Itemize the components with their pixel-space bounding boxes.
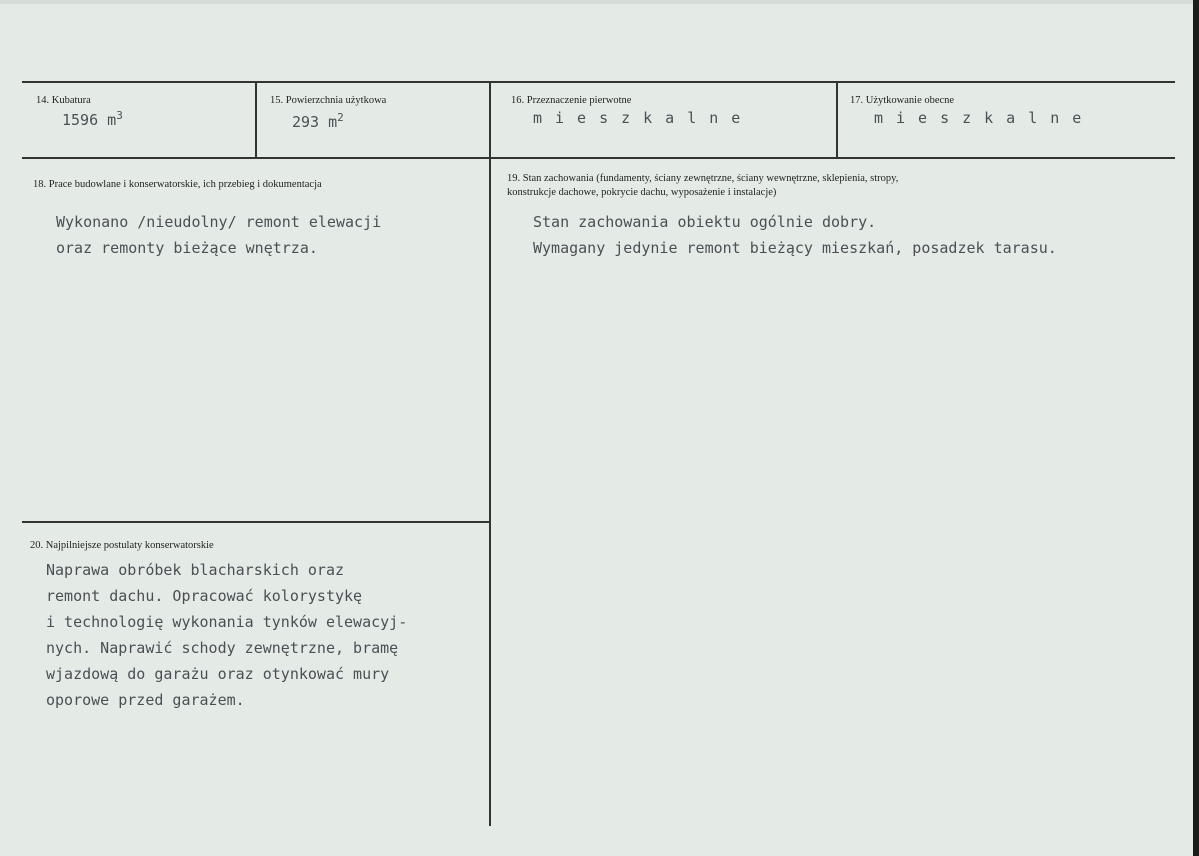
field-15-value: [292, 105, 344, 135]
field-15-label: 15. Powierzchnia użytkowa: [270, 95, 387, 106]
field-14-exponent: 3: [116, 109, 123, 122]
field-17-label: 17. Użytkowanie obecne: [850, 95, 955, 106]
field-16-label: 16. Przeznaczenie pierwotne: [511, 95, 632, 106]
rule-v-15-16: [489, 81, 491, 826]
field-20-line: i technologię wykonania tynków elewacyj-: [46, 613, 408, 631]
field-20-label: 20. Najpilniejsze postulaty konserwatorskie: [30, 540, 214, 551]
field-19-line: Stan zachowania obiektu ogólnie dobry.: [533, 213, 877, 231]
field-20-line: remont dachu. Opracować kolorystykę: [46, 587, 363, 605]
field-20-line: wjazdową do garażu oraz otynkować mury: [46, 665, 390, 683]
top-edge: [0, 0, 1193, 4]
rule-top: [22, 81, 1175, 83]
field-18-label: 18. Prace budowlane i konserwatorskie, ich przebieg i dokumentacja: [33, 179, 322, 190]
field-15-text: 293 m: [292, 113, 338, 131]
field-14-label: 14. Kubatura: [36, 95, 91, 106]
field-19-line: Wymagany jedynie remont bieżący mieszkań, posadzek tarasu.: [533, 239, 1057, 257]
field-20-line: oporowe przed garażem.: [46, 691, 245, 709]
field-18-line: oraz remonty bieżące wnętrza.: [56, 239, 318, 257]
rule-v-16-17: [836, 81, 838, 159]
field-19-label: 19. Stan zachowania (fundamenty, ściany zewnętrzne, ściany wewnętrzne, sklepienia, stropy,: [507, 173, 899, 184]
field-18-line: Wykonano /nieudolny/ remont elewacji: [56, 213, 382, 231]
rule-v-14-15: [255, 81, 257, 159]
field-14-text: 1596 m: [62, 111, 117, 129]
field-14-value: [62, 103, 123, 133]
field-20-line: Naprawa obróbek blacharskich oraz: [46, 561, 345, 579]
card-right-edge: [1193, 0, 1199, 856]
rule-f18-bottom: [22, 521, 490, 523]
field-16-value: mieszkalne: [533, 109, 754, 127]
field-15-exponent: 2: [337, 111, 344, 124]
field-17-value: mieszkalne: [874, 109, 1095, 127]
rule-row1-bottom: [22, 157, 1175, 159]
field-20-line: nych. Naprawić schody zewnętrzne, bramę: [46, 639, 399, 657]
field-19-label-cont: konstrukcje dachowe, pokrycie dachu, wyposażenie i instalacje): [507, 187, 777, 198]
